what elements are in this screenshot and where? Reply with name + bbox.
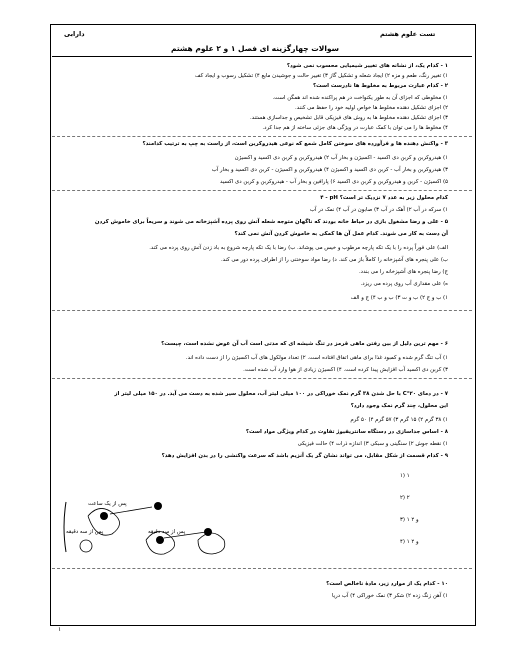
q3-options-b: ۳) هیدروکربن و بخار آب - کربن دی اکسید و اکسیژن ۴) هیدروکربن و اکسیژن - کربن دی اکسید و بخار آب: [211, 167, 448, 173]
q1-options: ۱) تغییر رنگ، طعم و مزه ۲) ایجاد شعله و تشکیل گاز ۳) تغییر حالت و جوشیدن مایع ۴) تشکیل رسوب و ایجاد کف: [195, 73, 448, 79]
q3-options-c: ۵) اکسیژن - کربن و هیدروکربن و کربن دی اکسید ۶) پارافین و بخار آب - هیدروکربن و کربن دی اکسید: [219, 179, 448, 185]
q2-option-3: ۳) اجزای تشکیل دهنده مخلوط ها به روش های فیزیکی قابل تشخیص و جداسازی هستند.: [250, 115, 448, 121]
divider: [52, 310, 472, 311]
question-8: ۸ - اساس جداسازی در دستگاه سانتریفیوژ تفاوت در کدام ویژگی مواد است؟: [245, 429, 448, 435]
divider: [52, 190, 472, 191]
q2-option-2: ۲) اجزای تشکیل دهنده مخلوط ها خواص اولیه خود را حفظ می کنند.: [295, 105, 448, 111]
q9-option-3: ۳) ۱ و ۲: [400, 517, 419, 523]
q9-option-1: ۱) ۱: [400, 473, 410, 479]
header-left: دارابی: [64, 30, 85, 38]
question-5-line-2: آن دست به کار می شوند. کدام عمل آن ها کمکی به خاموش کردن آتش نمی کند؟: [234, 231, 448, 237]
question-9: ۹ - کدام قسمت از شکل مقابل، می تواند نشان گر یک آنزیم باشد که سرعت واکنشی را در بدن افزایش دهد؟: [161, 453, 448, 459]
question-6: ۶ - مهم ترین دلیل از بین رفتن ماهی قرمز در تنگ شیشه ای که مدتی است آب آن عوض نشده است، چیست؟: [161, 341, 448, 347]
q6-options-b: ۳) کربن دی اکسید آب افزایش پیدا کرده است. ۴) اکسیژن زیادی از هوا وارد آب شده است.: [243, 367, 448, 373]
q9-option-2: ۲) ۲: [400, 495, 410, 501]
question-3: ۳ - واکنش دهنده ها و فرآورده های سوختن کامل شمع که نوعی هیدروکربن است، از راست به چپ به ترتیب کدامند؟: [142, 141, 448, 147]
q9-label-bottom-2: پس از سه دقیقه: [148, 529, 186, 535]
q5-statement-b: ب) علی پنجره های آشپزخانه را کاملاً باز می کند. د) رضا مواد سوختنی را از اطراف پرده دور می کند.: [220, 257, 448, 263]
q5-statement-c: ج) رضا پنجره های آشپزخانه را می بندد.: [358, 269, 448, 275]
question-5: ۵ - علی و رضا مشغول بازی در حیاط خانه بودند که ناگهان متوجه شعله آتش روی پرده آشپزخانه می شوند و سریعاً برای خاموش کردن: [94, 219, 448, 225]
question-4: ۴ - pH کدام محلول زیر به عدد ۷ نزدیک تر است؟: [320, 195, 448, 201]
q5-statement-d: ه) علی مقداری آب روی پرده می ریزد.: [360, 281, 448, 287]
q6-options-a: ۱) آب تنگ گرم شده و کمبود غذا برای ماهی اتفاق افتاده است. ۲) تعداد مولکول های آب اکسیژن را از دست داده اند.: [185, 355, 448, 361]
q9-label-top: پس از یک ساعت: [88, 501, 127, 507]
question-7: ۷ - در دمای ۲۰°C با حل شدن ۳۸ گرم نمک خوراکی در ۱۰۰ میلی لیتر آب، محلول سیر شده به دست می آید. در ۱۵۰ میلی لیتر از: [114, 391, 448, 397]
question-1: ۱ - کدام یک، از نشانه های تغییر شیمیایی محسوب نمی شود؟: [286, 63, 448, 69]
q3-options-a: ۱) هیدروکربن و کربن دی اکسید - اکسیژن و بخار آب ۲) هیدروکربن و کربن دی اکسید و اکسیژن: [234, 155, 448, 161]
divider: [52, 378, 472, 379]
page-title: سوالات چهارگزینه ای فصل ۱ و ۲ علوم هشتم: [170, 44, 340, 53]
q2-option-1: ۱) مخلوطی که اجزای آن به طور یکنواخت در هم پراکنده شده اند همگن است.: [272, 95, 448, 101]
title-rule: [52, 56, 472, 57]
q8-options: ۱) نقطه جوش ۲) سنگینی و سبکی ۳) اندازه ذرات ۴) حالت فیزیکی: [297, 441, 448, 447]
q5-statement-a: الف) علی فوراً پرده را با یک تکه پارچه مرطوب و خیس می پوشاند. ب) رضا با یک تکه پارچه شروع به باد زدن آتش روی پرده می کند.: [149, 245, 448, 251]
divider: [52, 136, 472, 137]
q5-options: ۱) ب و ج ۲) ب و ت ۳) ب و ب ۴) ج و الف: [350, 295, 448, 301]
page-number: ۱: [58, 626, 62, 633]
question-7-line-2: این محلول، چند گرم نمک وجود دارد؟: [350, 403, 448, 409]
q7-options: ۱) ۳۸ گرم ۲) ۱۵ گرم ۳) ۵۷ گرم ۴) ۵۰ گرم: [350, 417, 448, 423]
header-right: تست علوم هشتم: [380, 30, 436, 38]
q9-label-bottom-1: پس از سه دقیقه: [66, 529, 104, 535]
question-2: ۲ - کدام عبارت مربوط به مخلوط ها نادرست است؟: [313, 83, 448, 89]
q10-options: ۱) آهن زنگ زده ۲) شکر ۳) نمک خوراکی ۴) آب دریا: [331, 593, 448, 599]
q2-option-4: ۴) مخلوط ها را می توان با کمک عبارت در ویژگی های جزئی ساخته از هم جدا کرد.: [262, 125, 448, 131]
question-10: ۱۰ - کدام یک از موارد زیر، مادهٔ ناخالص است؟: [326, 581, 448, 587]
divider: [52, 568, 472, 569]
q4-options: ۱) سرکه در آب ۲) آهک در آب ۳) صابون در آب ۴) نمک در آب: [309, 207, 448, 213]
q9-option-4: ۴) ۱ و ۲: [400, 539, 419, 545]
